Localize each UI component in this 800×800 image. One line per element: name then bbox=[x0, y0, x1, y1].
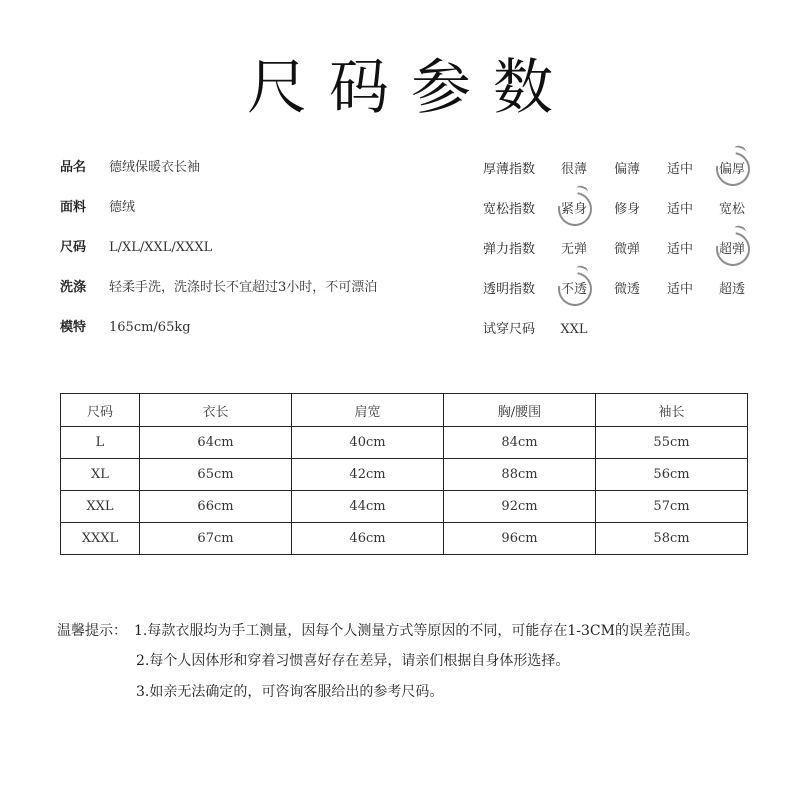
size-table bbox=[60, 393, 748, 555]
index-option: 微透 bbox=[613, 282, 640, 297]
table-cell: 42cm bbox=[292, 459, 444, 491]
table-cell: 44cm bbox=[292, 491, 444, 523]
table-cell: 46cm bbox=[292, 523, 444, 555]
table-cell: XXL bbox=[61, 491, 140, 523]
tips-label: 温馨提示： bbox=[57, 623, 127, 639]
table-cell: 57cm bbox=[596, 491, 748, 523]
table-cell: 96cm bbox=[444, 523, 596, 555]
table-header-cell: 尺码 bbox=[61, 394, 140, 427]
table-row bbox=[61, 523, 748, 555]
index-option: 无弹 bbox=[560, 242, 587, 257]
index-option-selected: 偏厚 bbox=[712, 160, 752, 180]
try-size-row bbox=[483, 320, 783, 340]
table-row bbox=[61, 427, 748, 459]
info-value: 轻柔手洗，洗涤时长不宜超过3小时，不可漂泊 bbox=[109, 280, 378, 295]
table-cell: 84cm bbox=[444, 427, 596, 459]
info-label: 洗涤 bbox=[60, 280, 87, 295]
table-header-cell: 胸/腰围 bbox=[444, 394, 596, 427]
index-label: 透明指数 bbox=[483, 282, 536, 297]
info-label: 模特 bbox=[60, 320, 87, 335]
index-option: 适中 bbox=[666, 202, 693, 217]
index-row-thickness bbox=[483, 160, 783, 180]
info-value: L/XL/XXL/XXXL bbox=[109, 240, 213, 255]
table-header-cell: 袖长 bbox=[596, 394, 748, 427]
index-row-fit bbox=[483, 200, 783, 220]
tip-line: 1.每款衣服均为手工测量，因每个人测量方式等原因的不同，可能存在1-3CM的误差范围。 bbox=[134, 623, 699, 639]
try-size-value: XXL bbox=[560, 322, 588, 337]
index-label: 厚薄指数 bbox=[483, 162, 536, 177]
index-option: 超透 bbox=[718, 282, 745, 297]
table-cell: 88cm bbox=[444, 459, 596, 491]
tip-line: 2.每个人因体形和穿着习惯喜好存在差异，请亲们根据自身体形选择。 bbox=[136, 653, 570, 669]
table-cell: XXXL bbox=[61, 523, 140, 555]
index-option: 很薄 bbox=[560, 162, 587, 177]
index-option: 微弹 bbox=[613, 242, 640, 257]
try-size-label: 试穿尺码 bbox=[483, 322, 536, 337]
index-option: 宽松 bbox=[718, 202, 745, 217]
table-cell: 92cm bbox=[444, 491, 596, 523]
table-cell: 55cm bbox=[596, 427, 748, 459]
index-label: 宽松指数 bbox=[483, 202, 536, 217]
index-option: 适中 bbox=[666, 282, 693, 297]
info-label: 面料 bbox=[60, 200, 87, 215]
index-option: 适中 bbox=[666, 162, 693, 177]
index-option-selected: 紧身 bbox=[554, 200, 594, 220]
table-row bbox=[61, 491, 748, 523]
table-cell: 58cm bbox=[596, 523, 748, 555]
table-cell: 40cm bbox=[292, 427, 444, 459]
table-header-cell: 肩宽 bbox=[292, 394, 444, 427]
info-value: 德绒保暖衣长袖 bbox=[109, 160, 201, 175]
table-cell: 67cm bbox=[140, 523, 292, 555]
page-title: 尺码参数 bbox=[247, 53, 575, 123]
table-cell: XL bbox=[61, 459, 140, 491]
index-label: 弹力指数 bbox=[483, 242, 536, 257]
table-cell: 65cm bbox=[140, 459, 292, 491]
index-option: 修身 bbox=[613, 202, 640, 217]
index-row-transparency bbox=[483, 280, 783, 300]
index-option: 偏薄 bbox=[613, 162, 640, 177]
info-value: 165cm/65kg bbox=[109, 320, 191, 335]
index-option-selected: 不透 bbox=[554, 280, 594, 300]
table-cell: 66cm bbox=[140, 491, 292, 523]
table-cell: L bbox=[61, 427, 140, 459]
index-option: 适中 bbox=[666, 242, 693, 257]
info-label: 尺码 bbox=[60, 240, 87, 255]
info-value: 德绒 bbox=[109, 200, 136, 215]
info-label: 品名 bbox=[60, 160, 87, 175]
table-cell: 56cm bbox=[596, 459, 748, 491]
index-option-selected: 超弹 bbox=[712, 240, 752, 260]
table-cell: 64cm bbox=[140, 427, 292, 459]
table-header-cell: 衣长 bbox=[140, 394, 292, 427]
tip-line: 3.如亲无法确定的，可咨询客服给出的参考尺码。 bbox=[136, 684, 444, 700]
table-header-row bbox=[61, 394, 748, 427]
index-row-elasticity bbox=[483, 240, 783, 260]
table-row bbox=[61, 459, 748, 491]
